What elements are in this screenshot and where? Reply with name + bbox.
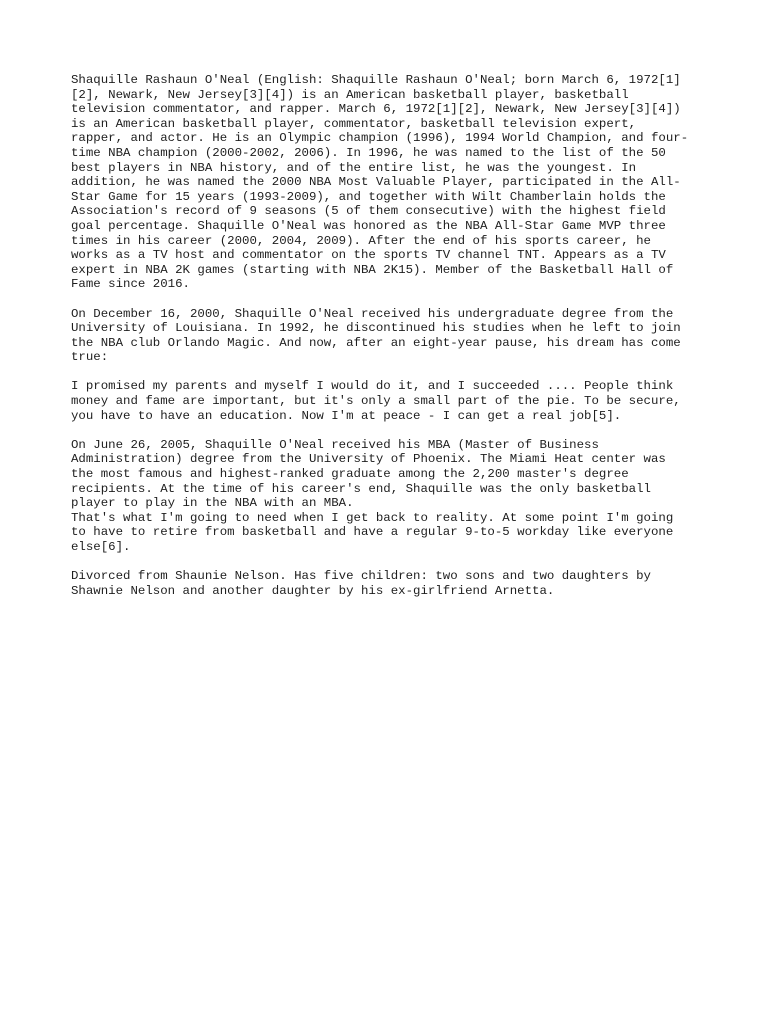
text-line: works as a TV host and commentator on the sports TV channel TNT. Appears as a TV [71,248,666,263]
text-line: best players in NBA history, and of the entire list, he was the youngest. In [71,160,637,175]
text-line: Fame since 2016. [71,277,190,292]
text-line: [2], Newark, New Jersey[3][4]) is an American basketball player, basketball [71,87,629,102]
text-line: else[6]. [71,540,131,554]
text-line: expert in NBA 2K games (starting with NBA 2K15). Member of the Basketball Hall of [71,262,674,277]
paragraph [71,569,688,598]
text-line: On December 16, 2000, Shaquille O'Neal received his undergraduate degree from the [71,306,674,321]
text-line: Shawnie Nelson and another daughter by his ex-girlfriend Arnetta. [71,583,555,598]
paragraph [71,379,688,423]
text-line: Administration) degree from the University of Phoenix. The Miami Heat center was [71,452,666,467]
text-line: the most famous and highest-ranked graduate among the 2,200 master's degree [71,467,629,482]
text-line: rapper, and actor. He is an Olympic champion (1996), 1994 World Champion, and four- [71,131,689,146]
text-line: true: [71,350,109,365]
text-line: to have to retire from basketball and have a regular 9-to-5 workday like everyone [71,525,674,540]
text-line: Divorced from Shaunie Nelson. Has five children: two sons and two daughters by [71,569,651,584]
text-line: is an American basketball player, commentator, basketball television expert, [71,116,637,131]
text-line: On June 26, 2005, Shaquille O'Neal received his MBA (Master of Business [71,437,599,452]
text-line: University of Louisiana. In 1992, he discontinued his studies when he left to join [71,321,681,336]
text-line: player to play in the NBA with an MBA. [71,496,354,511]
paragraph [71,73,688,292]
text-line: Shaquille Rashaun O'Neal (English: Shaquille Rashaun O'Neal; born March 6, 1972[1] [71,73,681,87]
text-line: Association's record of 9 seasons (5 of them consecutive) with the highest field [71,204,666,219]
text-line: times in his career (2000, 2004, 2009). After the end of his sports career, he [71,233,651,248]
paragraph [71,307,688,365]
text-line: That's what I'm going to need when I get back to reality. At some point I'm going [71,510,674,525]
text-line: the NBA club Orlando Magic. And now, after an eight-year pause, his dream has come [71,335,681,350]
document-body [71,73,688,613]
text-line: television commentator, and rapper. March 6, 1972[1][2], Newark, New Jersey[3][4]) [71,102,681,117]
text-line: money and fame are important, but it's only a small part of the pie. To be secure, [71,394,681,409]
text-line: Star Game for 15 years (1993-2009), and together with Wilt Chamberlain holds the [71,189,666,204]
text-line: recipients. At the time of his career's end, Shaquille was the only basketball [71,481,651,496]
text-line: you have to have an education. Now I'm at peace - I can get a real job[5]. [71,408,622,423]
text-line: I promised my parents and myself I would do it, and I succeeded .... People think [71,379,674,394]
text-line: time NBA champion (2000-2002, 2006). In 1996, he was named to the list of the 50 [71,145,666,160]
text-line: addition, he was named the 2000 NBA Most Valuable Player, participated in the All- [71,175,681,190]
text-line: goal percentage. Shaquille O'Neal was honored as the NBA All-Star Game MVP three [71,218,666,233]
paragraph [71,438,688,555]
